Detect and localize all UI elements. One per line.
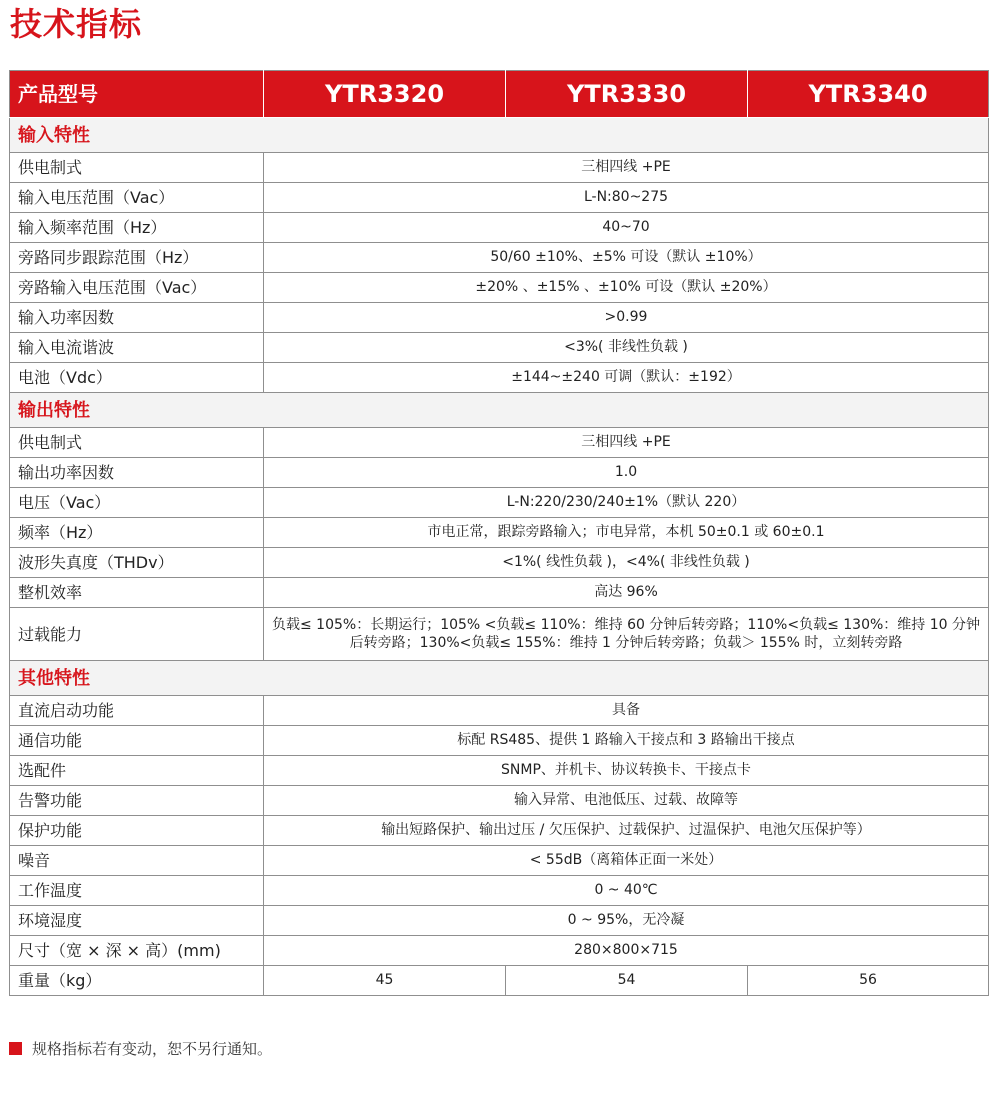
row-label: 输入功率因数 (10, 303, 264, 333)
row-label: 旁路同步跟踪范围（Hz） (10, 243, 264, 273)
row-label: 频率（Hz） (10, 518, 264, 548)
section-title: 其他特性 (10, 661, 989, 696)
row-label: 电压（Vac） (10, 488, 264, 518)
weight-row (10, 966, 989, 996)
weight-ytr3340: 56 (748, 966, 989, 996)
row-value: 输入异常、电池低压、过载、故障等 (264, 786, 989, 816)
row-value: SNMP、并机卡、协议转换卡、干接点卡 (264, 756, 989, 786)
weight-ytr3320: 45 (264, 966, 506, 996)
table-row (10, 608, 989, 661)
row-value: <3%( 非线性负载 ) (264, 333, 989, 363)
row-label: 输入频率范围（Hz） (10, 213, 264, 243)
table-row (10, 756, 989, 786)
model-ytr3340: YTR3340 (748, 71, 989, 118)
row-value: ±20% 、±15% 、±10% 可设（默认 ±20%） (264, 273, 989, 303)
row-value: 负载≤ 105%：长期运行；105% <负载≤ 110%：维持 60 分钟后转旁路；110%<负载≤ 130%：维持 10 分钟后转旁路；130%<负载≤ 155%：维持 1 分钟后转旁路；负载＞ 155% 时，立刻转旁路 (264, 608, 989, 661)
row-label: 工作温度 (10, 876, 264, 906)
row-value: 具备 (264, 696, 989, 726)
table-row (10, 153, 989, 183)
table-row (10, 273, 989, 303)
table-row (10, 816, 989, 846)
row-value: 输出短路保护、输出过压 / 欠压保护、过载保护、过温保护、电池欠压保护等） (264, 816, 989, 846)
model-ytr3330: YTR3330 (506, 71, 748, 118)
row-label: 噪音 (10, 846, 264, 876)
row-value: 三相四线 +PE (264, 428, 989, 458)
model-header-label: 产品型号 (10, 71, 264, 118)
row-label: 告警功能 (10, 786, 264, 816)
table-row (10, 183, 989, 213)
table-row (10, 243, 989, 273)
model-header-row (10, 71, 989, 118)
table-row (10, 303, 989, 333)
section-input (10, 118, 989, 153)
row-label: 通信功能 (10, 726, 264, 756)
section-other (10, 661, 989, 696)
table-row (10, 906, 989, 936)
table-row (10, 786, 989, 816)
table-row (10, 548, 989, 578)
row-value: 三相四线 +PE (264, 153, 989, 183)
table-row (10, 726, 989, 756)
section-title: 输出特性 (10, 393, 989, 428)
row-value: < 55dB（离箱体正面一米处） (264, 846, 989, 876)
section-output (10, 393, 989, 428)
table-row (10, 428, 989, 458)
section-title: 输入特性 (10, 118, 989, 153)
row-label: 输入电流谐波 (10, 333, 264, 363)
row-label: 电池（Vdc） (10, 363, 264, 393)
row-value: <1%( 线性负载 )，<4%( 非线性负载 ) (264, 548, 989, 578)
row-value: L-N:220/230/240±1%（默认 220） (264, 488, 989, 518)
row-label: 输出功率因数 (10, 458, 264, 488)
row-label: 输入电压范围（Vac） (10, 183, 264, 213)
table-row (10, 578, 989, 608)
row-label: 直流启动功能 (10, 696, 264, 726)
row-value: 0 ~ 95%，无冷凝 (264, 906, 989, 936)
row-value: 280×800×715 (264, 936, 989, 966)
row-label: 环境湿度 (10, 906, 264, 936)
table-row (10, 846, 989, 876)
row-label: 供电制式 (10, 428, 264, 458)
row-label: 重量（kg） (10, 966, 264, 996)
square-bullet-icon (9, 1042, 22, 1055)
row-value: 市电正常，跟踪旁路输入；市电异常，本机 50±0.1 或 60±0.1 (264, 518, 989, 548)
table-row (10, 936, 989, 966)
table-row (10, 696, 989, 726)
row-value: ±144~±240 可调（默认：±192） (264, 363, 989, 393)
row-label: 过载能力 (10, 608, 264, 661)
row-value: >0.99 (264, 303, 989, 333)
weight-ytr3330: 54 (506, 966, 748, 996)
footnote-text: 规格指标若有变动，恕不另行通知。 (32, 1040, 273, 1058)
table-row (10, 458, 989, 488)
spec-table (9, 70, 989, 996)
row-value: L-N:80~275 (264, 183, 989, 213)
row-label: 波形失真度（THDv） (10, 548, 264, 578)
row-value: 40~70 (264, 213, 989, 243)
table-row (10, 363, 989, 393)
page-title: 技术指标 (10, 5, 143, 43)
row-value: 标配 RS485、提供 1 路输入干接点和 3 路输出干接点 (264, 726, 989, 756)
table-row (10, 876, 989, 906)
table-row (10, 213, 989, 243)
row-label: 尺寸（宽 × 深 × 高）(mm) (10, 936, 264, 966)
row-value: 1.0 (264, 458, 989, 488)
table-row (10, 518, 989, 548)
row-label: 保护功能 (10, 816, 264, 846)
table-row (10, 333, 989, 363)
row-label: 旁路输入电压范围（Vac） (10, 273, 264, 303)
model-ytr3320: YTR3320 (264, 71, 506, 118)
row-label: 整机效率 (10, 578, 264, 608)
row-value: 高达 96% (264, 578, 989, 608)
row-value: 50/60 ±10%、±5% 可设（默认 ±10%） (264, 243, 989, 273)
row-value: 0 ~ 40℃ (264, 876, 989, 906)
row-label: 选配件 (10, 756, 264, 786)
footnote (9, 1038, 272, 1059)
row-label: 供电制式 (10, 153, 264, 183)
table-row (10, 488, 989, 518)
